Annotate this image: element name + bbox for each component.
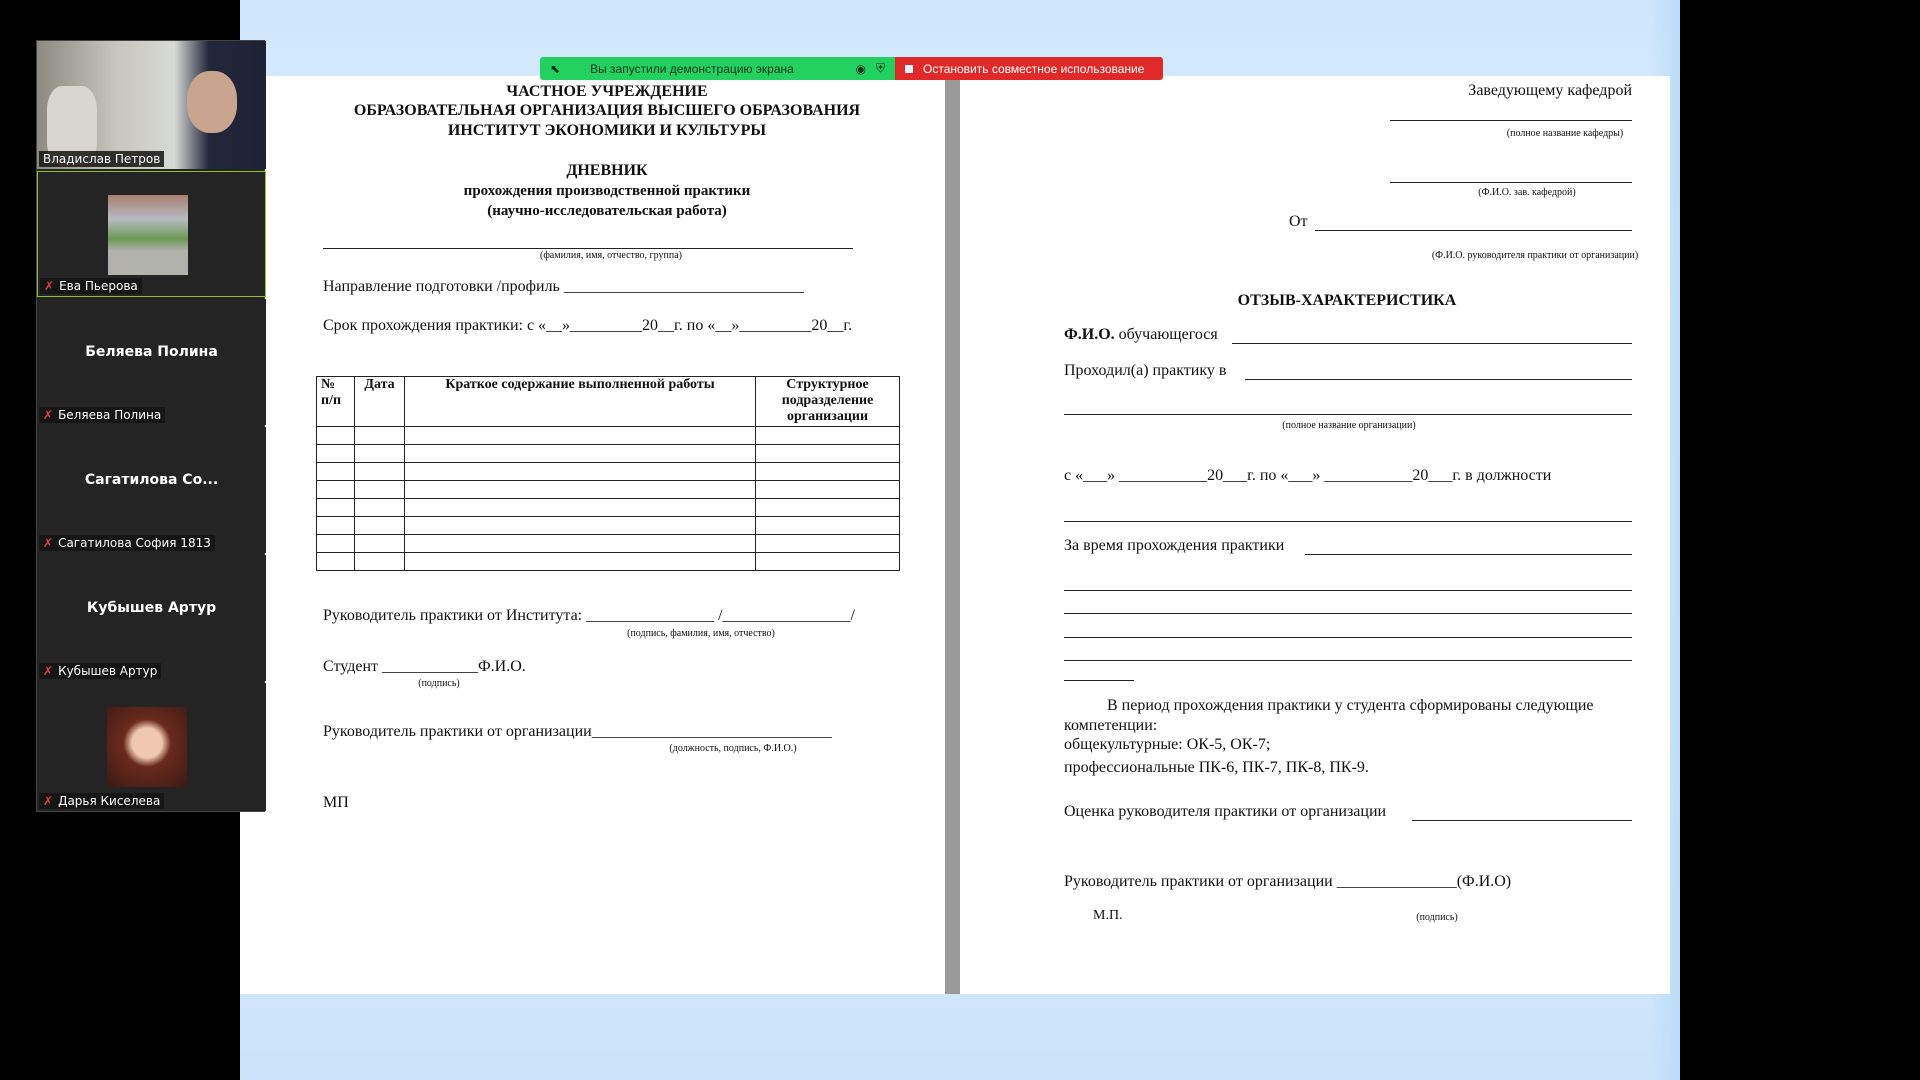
- sharing-text: Вы запустили демонстрацию экрана: [590, 61, 794, 76]
- blank-line: [1064, 660, 1632, 661]
- diary-table: [316, 376, 900, 571]
- name-label: Ева Пьерова: [59, 279, 138, 293]
- table-row: [317, 553, 900, 571]
- caption: (подпись, фамилия, имя, отчество): [627, 628, 775, 639]
- table-row: [317, 499, 900, 517]
- doc-title: ДНЕВНИК: [566, 162, 648, 179]
- muted-mic-icon: ✗: [43, 794, 54, 808]
- participant-tile[interactable]: [37, 555, 266, 681]
- dates-field: с «___» ___________20___г. по «___» ___________20___г. в должности: [1064, 467, 1552, 484]
- review-title: ОТЗЫВ-ХАРАКТЕРИСТИКА: [1237, 292, 1457, 309]
- muted-mic-icon: ✗: [43, 408, 54, 422]
- record-icon[interactable]: ◉: [855, 61, 866, 76]
- during-field: За время прохождения практики: [1064, 537, 1285, 554]
- fio-label-rest: обучающегося: [1114, 326, 1218, 343]
- table-row: [317, 535, 900, 553]
- institute-supervisor-field: Руководитель практики от Института: ________________ /________________/: [323, 607, 855, 624]
- doc-subtitle: прохождения производственной практики: [463, 183, 751, 199]
- participant-tile[interactable]: [37, 427, 266, 553]
- caption: (подпись): [1416, 912, 1458, 923]
- participant-tile[interactable]: [37, 683, 266, 811]
- blank-line: [1064, 590, 1632, 591]
- table-row: [317, 445, 900, 463]
- shield-icon[interactable]: ⛨: [875, 61, 885, 75]
- blank-line: [1064, 521, 1632, 522]
- competencies-text: компетенции:: [1064, 717, 1158, 734]
- page-divider: [945, 76, 960, 994]
- blank-line: [1412, 820, 1632, 821]
- term-field: Срок прохождения практики: с «__»_________20__г. по «__»_________20__г.: [323, 317, 853, 334]
- stop-sharing-label: Остановить совместное использование: [923, 61, 1145, 76]
- blank-line: [1305, 554, 1632, 555]
- participant-name: [40, 278, 142, 294]
- participant-display-name: Сагатилова Со...: [84, 472, 219, 488]
- col-header: Краткое содержание выполненной работы: [405, 377, 756, 427]
- participant-tile[interactable]: [37, 299, 266, 425]
- grade-field: Оценка руководителя практики от организации: [1064, 803, 1387, 820]
- addressee: Заведующему кафедрой: [1468, 82, 1632, 99]
- doc-subtitle: (научно-исследовательская работа): [487, 203, 727, 219]
- col-header: Дата: [355, 377, 405, 427]
- video-feed: [187, 71, 237, 133]
- competencies-text: общекультурные: ОК-5, ОК-7;: [1064, 736, 1271, 753]
- participants-panel: [36, 40, 265, 812]
- muted-mic-icon: ✗: [43, 536, 54, 550]
- competencies-text: В период прохождения практики у студента сформированы следующие: [1107, 697, 1594, 714]
- participant-tile[interactable]: [37, 171, 266, 297]
- table-row: [317, 481, 900, 499]
- name-label: Беляева Полина: [58, 408, 162, 422]
- pointer-icon[interactable]: ⬉: [550, 61, 561, 76]
- supervisor-field: Руководитель практики от организации _______________(Ф.И.О): [1064, 873, 1512, 890]
- doc-header-line: ОБРАЗОВАТЕЛЬНАЯ ОРГАНИЗАЦИЯ ВЫСШЕГО ОБРАЗОВАНИЯ: [353, 102, 861, 119]
- col-header: № п/п: [317, 377, 355, 427]
- caption: (должность, подпись, Ф.И.О.): [669, 743, 797, 754]
- table-row: [317, 427, 900, 445]
- name-label: Сагатилова София 1813: [58, 536, 211, 550]
- muted-mic-icon: ✗: [43, 664, 54, 678]
- doc-header-line: ИНСТИТУТ ЭКОНОМИКИ И КУЛЬТУРЫ: [447, 122, 767, 139]
- fio-label: Ф.И.О.: [1064, 326, 1115, 343]
- participant-tile[interactable]: [37, 41, 266, 169]
- participant-name: [39, 535, 215, 551]
- stamp-place: МП: [323, 794, 349, 811]
- caption: (Ф.И.О. руководителя практики от организации): [1431, 250, 1639, 261]
- from-label: От: [1289, 213, 1308, 230]
- sharing-status: [540, 57, 895, 80]
- participant-name: [39, 793, 164, 809]
- caption: (полное название организации): [1282, 420, 1416, 431]
- caption: (фамилия, имя, отчество, группа): [539, 250, 683, 261]
- table-row: [317, 517, 900, 535]
- blank-line: [1315, 230, 1632, 231]
- avatar: [107, 707, 187, 787]
- participant-name: [39, 663, 161, 679]
- blank-line: [1390, 182, 1632, 183]
- blank-line: [1232, 343, 1632, 344]
- screen-share-banner: [540, 57, 1163, 80]
- avatar: [108, 195, 188, 275]
- caption: (полное название кафедры): [1506, 128, 1624, 139]
- table-row: [317, 463, 900, 481]
- participant-display-name: Кубышев Артур: [86, 600, 217, 616]
- participant-name: [39, 407, 165, 423]
- caption: (Ф.И.О. зав. кафедрой): [1478, 187, 1576, 198]
- name-label: Кубышев Артур: [58, 664, 158, 678]
- direction-field: Направление подготовки /профиль ______________________________: [323, 278, 804, 295]
- blank-line: [1064, 637, 1632, 638]
- blank-line: [1064, 414, 1632, 415]
- org-supervisor-field: Руководитель практики от организации______________________________: [323, 723, 832, 740]
- muted-mic-icon: ✗: [44, 279, 55, 293]
- stop-icon: [905, 65, 913, 73]
- stop-sharing-button[interactable]: [895, 57, 1163, 80]
- participant-display-name: Беляева Полина: [85, 344, 218, 360]
- col-header: Структурное подразделение организации: [756, 377, 900, 427]
- participant-name: [39, 151, 164, 167]
- competencies-text: профессиональные ПК-6, ПК-7, ПК-8, ПК-9.: [1064, 759, 1369, 776]
- caption: (подпись): [418, 678, 460, 689]
- blank-line: [1064, 680, 1134, 681]
- student-field: Студент ____________Ф.И.О.: [323, 658, 526, 675]
- passed-field: Проходил(а) практику в: [1064, 362, 1227, 379]
- blank-line: [1390, 120, 1632, 121]
- doc-header-line: ЧАСТНОЕ УЧРЕЖДЕНИЕ: [506, 83, 708, 100]
- blank-line: [1245, 379, 1632, 380]
- name-label: Владислав Петров: [43, 152, 161, 166]
- blank-line: [323, 248, 853, 249]
- name-label: Дарья Киселева: [58, 794, 161, 808]
- stamp-place: М.П.: [1093, 908, 1123, 923]
- blank-line: [1064, 613, 1632, 614]
